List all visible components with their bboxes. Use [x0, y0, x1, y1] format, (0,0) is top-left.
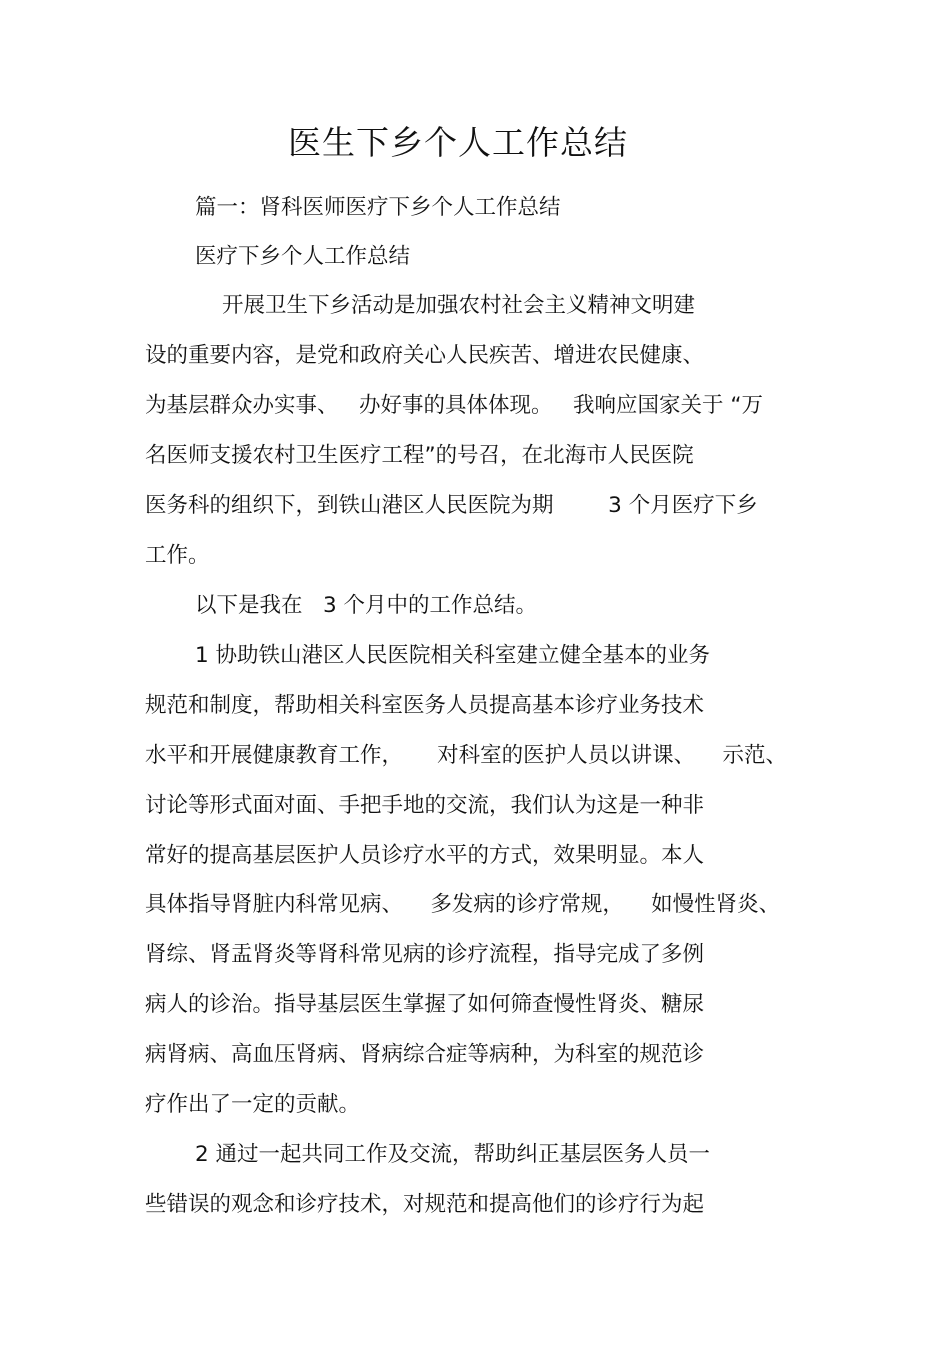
paragraph-line: 肾综、肾盂肾炎等肾科常见病的诊疗流程，指导完成了多例	[145, 942, 705, 967]
paragraph-line: 设的重要内容，是党和政府关心人民疾苦、增进农民健康、	[145, 343, 705, 368]
section-heading: 篇一：肾科医师医疗下乡个人工作总结	[195, 195, 561, 220]
paragraph-line: 病肾病、高血压肾病、肾病综合症等病种，为科室的规范诊	[145, 1042, 705, 1067]
paragraph-line: 为基层群众办实事、 办好事的具体体现。 我响应国家关于 “万	[145, 393, 763, 418]
paragraph-line: 规范和制度，帮助相关科室医务人员提高基本诊疗业务技术	[145, 693, 705, 718]
paragraph-line: 些错误的观念和诊疗技术，对规范和提高他们的诊疗行为起	[145, 1192, 705, 1217]
paragraph-line: 医务科的组织下，到铁山港区人民医院为期 3 个月医疗下乡	[145, 493, 758, 518]
document-title: 医生下乡个人工作总结	[288, 123, 628, 162]
paragraph-line: 疗作出了一定的贡献。	[145, 1092, 361, 1117]
paragraph-line: 讨论等形式面对面、手把手地的交流，我们认为这是一种非	[145, 793, 705, 818]
paragraph-line: 常好的提高基层医护人员诊疗水平的方式，效果明显。本人	[145, 843, 705, 868]
paragraph-line: 2 通过一起共同工作及交流，帮助纠正基层医务人员一	[195, 1142, 711, 1167]
subheading: 医疗下乡个人工作总结	[195, 244, 411, 269]
paragraph-line: 以下是我在 3 个月中的工作总结。	[195, 593, 538, 618]
paragraph-line: 具体指导肾脏内科常见病、 多发病的诊疗常规， 如慢性肾炎、	[145, 892, 781, 917]
paragraph-line: 水平和开展健康教育工作， 对科室的医护人员以讲课、 示范、	[145, 743, 788, 768]
paragraph-line: 1 协助铁山港区人民医院相关科室建立健全基本的业务	[195, 643, 711, 668]
paragraph-line: 开展卫生下乡活动是加强农村社会主义精神文明建	[222, 293, 696, 318]
paragraph-line: 病人的诊治。指导基层医生掌握了如何筛查慢性肾炎、糖尿	[145, 992, 705, 1017]
paragraph-line: 名医师支援农村卫生医疗工程”的号召，在北海市人民医院	[145, 443, 694, 468]
paragraph-line: 工作。	[145, 543, 210, 568]
